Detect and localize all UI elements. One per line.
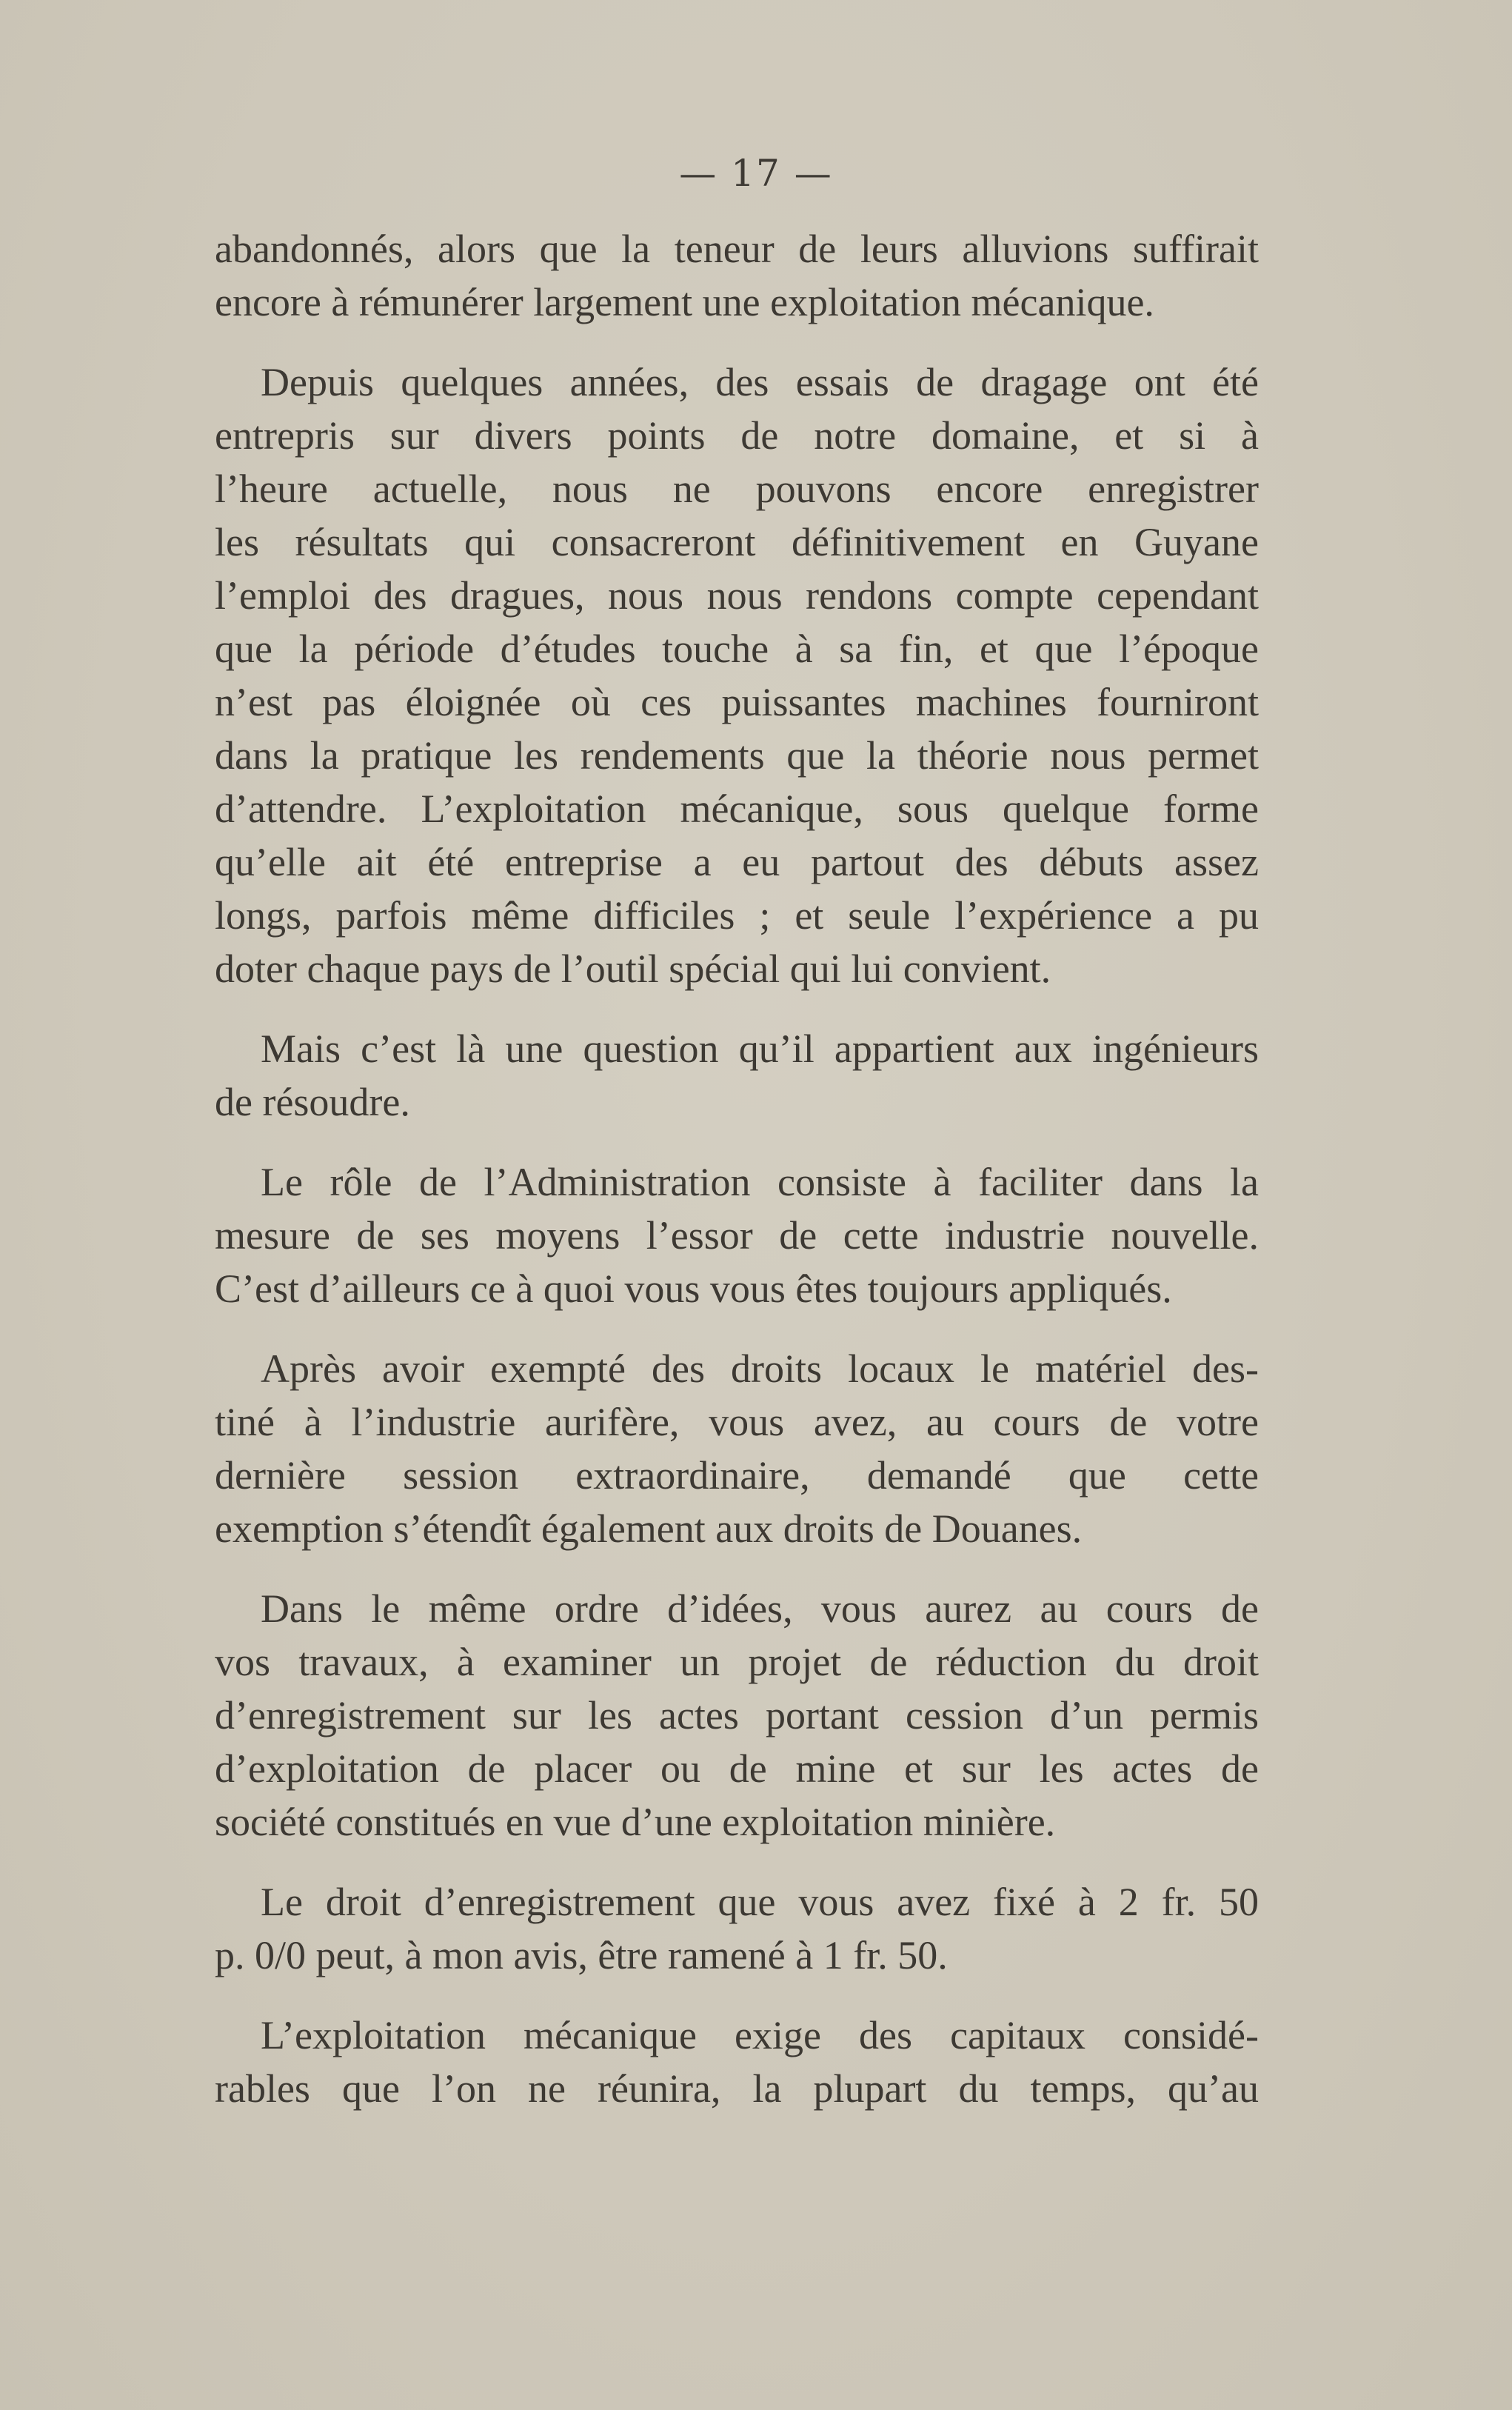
text-line: vos travaux, à examiner un projet de réduction du droit [215, 1640, 1259, 1684]
text-line: d’enregistrement sur les actes portant cession d’un permis [215, 1693, 1259, 1738]
text-line: p. 0/0 peut, à mon avis, être ramené à 1 fr. 50. [215, 1933, 948, 1977]
text-line: exemption s’étendît également aux droits de Douanes. [215, 1506, 1083, 1551]
paragraph [215, 1155, 1259, 1315]
text-line: Dans le même ordre d’idées, vous aurez au cours de [261, 1586, 1259, 1631]
text-line: tiné à l’industrie aurifère, vous avez, au cours de votre [215, 1400, 1259, 1444]
text-line: doter chaque pays de l’outil spécial qui lui convient. [215, 947, 1051, 991]
paragraph [215, 222, 1259, 329]
text-line: d’exploitation de placer ou de mine et sur les actes de [215, 1746, 1259, 1791]
text-line: société constitués en vue d’une exploitation minière. [215, 1800, 1056, 1844]
text-line: n’est pas éloignée où ces puissantes machines fourniront [215, 680, 1259, 724]
text-line: de résoudre. [215, 1080, 410, 1124]
text-line: encore à rémunérer largement une exploitation mécanique. [215, 280, 1154, 324]
text-line: L’exploitation mécanique exige des capitaux considé- [261, 2013, 1259, 2057]
paragraph [215, 356, 1259, 995]
text-line: Le droit d’enregistrement que vous avez fixé à 2 fr. 50 [261, 1880, 1259, 1924]
text-line: longs, parfois même difficiles ; et seule l’expérience a pu [215, 893, 1259, 938]
paragraph [215, 1875, 1259, 1982]
paragraph [215, 1582, 1259, 1849]
text-line: rables que l’on ne réunira, la plupart du temps, qu’au [215, 2066, 1259, 2111]
text-line: les résultats qui consacreront définitivement en Guyane [215, 520, 1259, 564]
text-line: qu’elle ait été entreprise a eu partout des débuts assez [215, 840, 1259, 884]
body-text [215, 222, 1259, 2142]
page-number: — 17 — [679, 152, 833, 195]
text-line: l’heure actuelle, nous ne pouvons encore enregistrer [215, 467, 1259, 511]
text-line: abandonnés, alors que la teneur de leurs alluvions suffirait [215, 227, 1259, 271]
text-line: C’est d’ailleurs ce à quoi vous vous êtes toujours appliqués. [215, 1266, 1172, 1311]
paragraph [215, 1342, 1259, 1555]
text-line: que la période d’études touche à sa fin, et que l’époque [215, 627, 1259, 671]
text-line: Après avoir exempté des droits locaux le matériel des- [261, 1346, 1259, 1391]
text-line: dans la pratique les rendements que la théorie nous permet [215, 733, 1259, 778]
paragraph [215, 2009, 1259, 2115]
text-line: Depuis quelques années, des essais de dragage ont été [261, 360, 1259, 404]
text-line: mesure de ses moyens l’essor de cette industrie nouvelle. [215, 1213, 1259, 1258]
text-line: dernière session extraordinaire, demandé que cette [215, 1453, 1259, 1498]
text-line: Le rôle de l’Administration consiste à faciliter dans la [261, 1160, 1259, 1204]
text-line: entrepris sur divers points de notre domaine, et si à [215, 413, 1259, 458]
paragraph [215, 1022, 1259, 1129]
text-line: d’attendre. L’exploitation mécanique, sous quelque forme [215, 787, 1259, 831]
text-line: Mais c’est là une question qu’il appartient aux ingénieurs [261, 1027, 1259, 1071]
text-line: l’emploi des dragues, nous nous rendons compte cependant [215, 573, 1259, 618]
